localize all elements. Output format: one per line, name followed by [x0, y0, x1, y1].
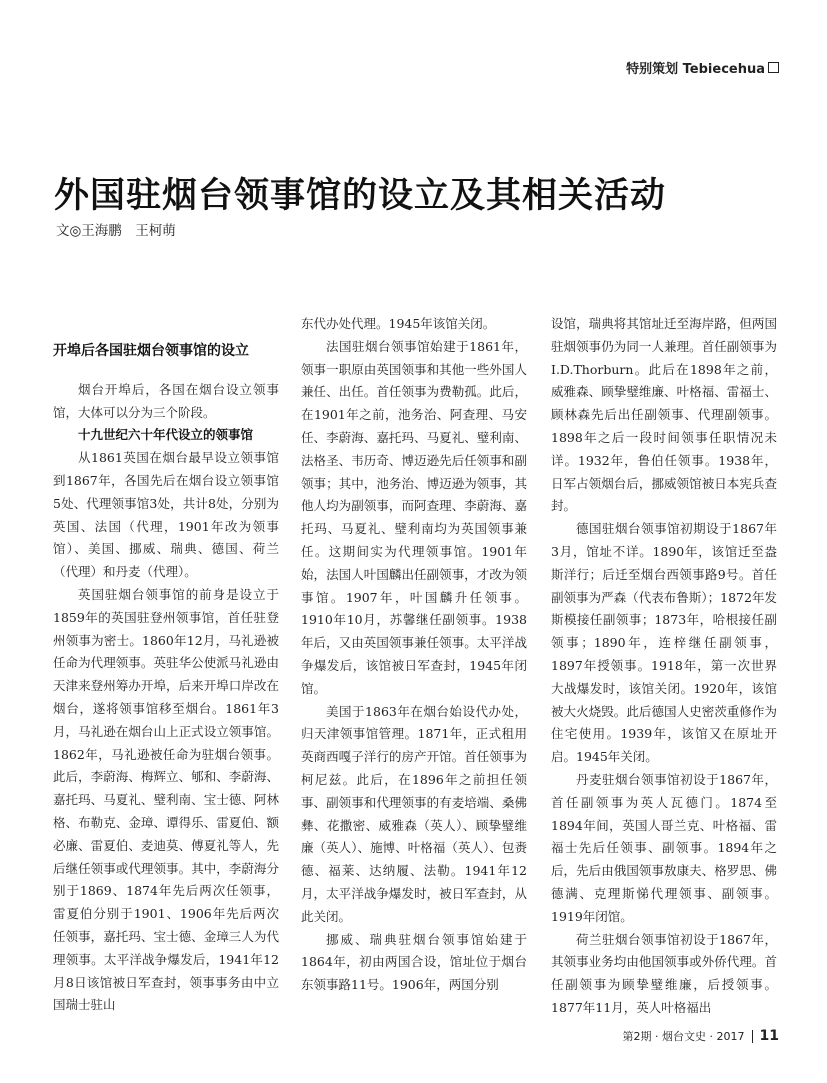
column-3: [551, 313, 777, 1020]
column-1: [53, 313, 279, 1017]
paragraph: 荷兰驻烟台领事馆初设于1867年，其领事业务均由他国领事或外侨代理。首任副领事为顾挚璧维廉，后授领事。1877年11月，英人叶格福出: [551, 931, 777, 1015]
page-number: 11: [759, 1028, 779, 1044]
byline: 文◎王海鹏 王柯萌: [56, 223, 176, 239]
section-label: 特别策划 Tebiecehua: [626, 62, 765, 77]
divider: [752, 1030, 753, 1043]
issue-info: 第2期 · 烟台文史 · 2017: [622, 1030, 745, 1043]
section-tag: [626, 58, 779, 77]
paragraph: 德国驻烟台领事馆初期设于1867年3月，馆址不详。1890年，该馆迁至盎斯洋行；后迁至烟台西领事路9号。首任副领事为严森（代表布鲁斯）；1872年发斯模接任副领事；1873年，哈根接任副领事；1890年，连梓继任副领事，1897年授领事。1918年，第一次世界大战爆发时，该馆关闭。1920年，该馆被大火烧毁。此后德国人史密茨重修作为住宅使用。1939年，该馆又在原址开启。1945年关闭。: [551, 521, 777, 765]
paragraph: 美国于1863年在烟台始设代办处，归天津领事馆管理。1871年，正式租用英商西嘎子洋行的房产开馆。首任领事为柯尼兹。此后，在1896年之前担任领事、副领事和代理领事的有麦培端、桑佛彝、花撒密、威雅森（英人）、顾挚璧维廉（英人）、施博、叶格福（英人）、包赉德、福莱、达纳履、法勒。1941年12月，太平洋战争爆发时，被日军查封，从此关闭。: [301, 703, 527, 924]
section-heading: 开埠后各国驻烟台领事馆的设立: [53, 343, 249, 359]
paragraph: 从1861英国在烟台最早设立领事馆到1867年，各国先后在烟台设立领事馆5处、代理领事馆3处，共计8处，分别为英国、法国（代理，1901年改为领事馆）、美国、挪威、瑞典、德国、荷兰（代理）和丹麦（代理）。: [53, 450, 279, 580]
paragraph: 丹麦驻烟台领事馆初设于1867年，首任副领事为英人瓦德门。1874至1894年间，英国人哥兰克、叶格福、雷福士先后任领事、副领事。1894年之后，先后由俄国领事敖康夫、格罗思、佛德满、克理斯悌代理领事、副领事。1919年闭馆。: [551, 771, 777, 924]
paragraph: 东代办处代理。1945年该馆关闭。: [301, 316, 496, 331]
paragraph: 设馆，瑞典将其馆址迁至海岸路，但两国驻烟领事仍为同一人兼理。首任副领事为I.D.Thorburn。此后在1898年之前，威雅森、顾挚璧维廉、叶格福、雷福士、顾林森先后出任副领事、代理副领事。1898年之后一段时间领事任职情况未详。1932年，鲁伯任领事。1938年，日军占领烟台后，挪威领馆被日本宪兵查封。: [551, 316, 777, 514]
sub-heading: 十九世纪六十年代设立的领事馆: [78, 427, 254, 443]
paragraph: 挪威、瑞典驻烟台领事馆始建于1864年，初由两国合设，馆址位于烟台东领事路11号。1906年，两国分别: [301, 931, 527, 993]
page-footer: [623, 1028, 779, 1044]
paragraph: 英国驻烟台领事馆的前身是设立于1859年的英国驻登州领事馆，首任驻登州领事为密士。1860年12月，马礼逊被任命为代理领事。英驻华公使派马礼逊由天津来登州筹办开埠，后来开埠口岸改在烟台，遂将领事馆移至烟台。1861年3月，马礼逊在烟台山上正式设立领事馆。1862年，马礼逊被任命为驻烟台领事。此后，李蔚海、梅辉立、郇和、李蔚海、嘉托玛、马夏礼、璧利南、宝士德、阿林格、布勒克、金璋、谭得乐、雷夏伯、额必廉、雷夏伯、麦迪莫、傅夏礼等人，先后继任领事或代理领事。其中，李蔚海分别于1869、1874年先后两次任领事，雷夏伯分别于1901、1906年先后两次任领事，嘉托玛、宝士德、金璋三人为代理领事。太平洋战争爆发后，1941年12月8日该馆被日军查封，领事事务由中立国瑞士驻山: [53, 586, 279, 1013]
paragraph: 法国驻烟台领事馆始建于1861年，领事一职原由英国领事和其他一些外国人兼任、出任。首任领事为费勒孤。此后，在1901年之前，池务治、阿查理、马安任、李蔚海、嘉托玛、马夏礼、璧利南、法格圣、韦历奇、博迈逊先后任领事和副领事；其中，池务治、博迈逊为领事，其他人均为副领事，而阿查理、李蔚海、嘉托玛、马夏礼、璧利南均为英国领事兼任。这期间实为代理领事馆。1901年始，法国人叶国麟出任副领事，才改为领事馆。1907年，叶国麟升任领事。1910年10月，苏馨继任副领事。1938年后，又由英国领事兼任领事。太平洋战争爆发后，该馆被日军查封，1945年闭馆。: [301, 338, 527, 696]
column-2: [301, 313, 527, 997]
article-title: 外国驻烟台领事馆的设立及其相关活动: [54, 176, 667, 216]
paragraph: 烟台开埠后，各国在烟台设立领事馆，大体可以分为三个阶段。: [53, 381, 279, 420]
square-icon: [768, 62, 779, 73]
